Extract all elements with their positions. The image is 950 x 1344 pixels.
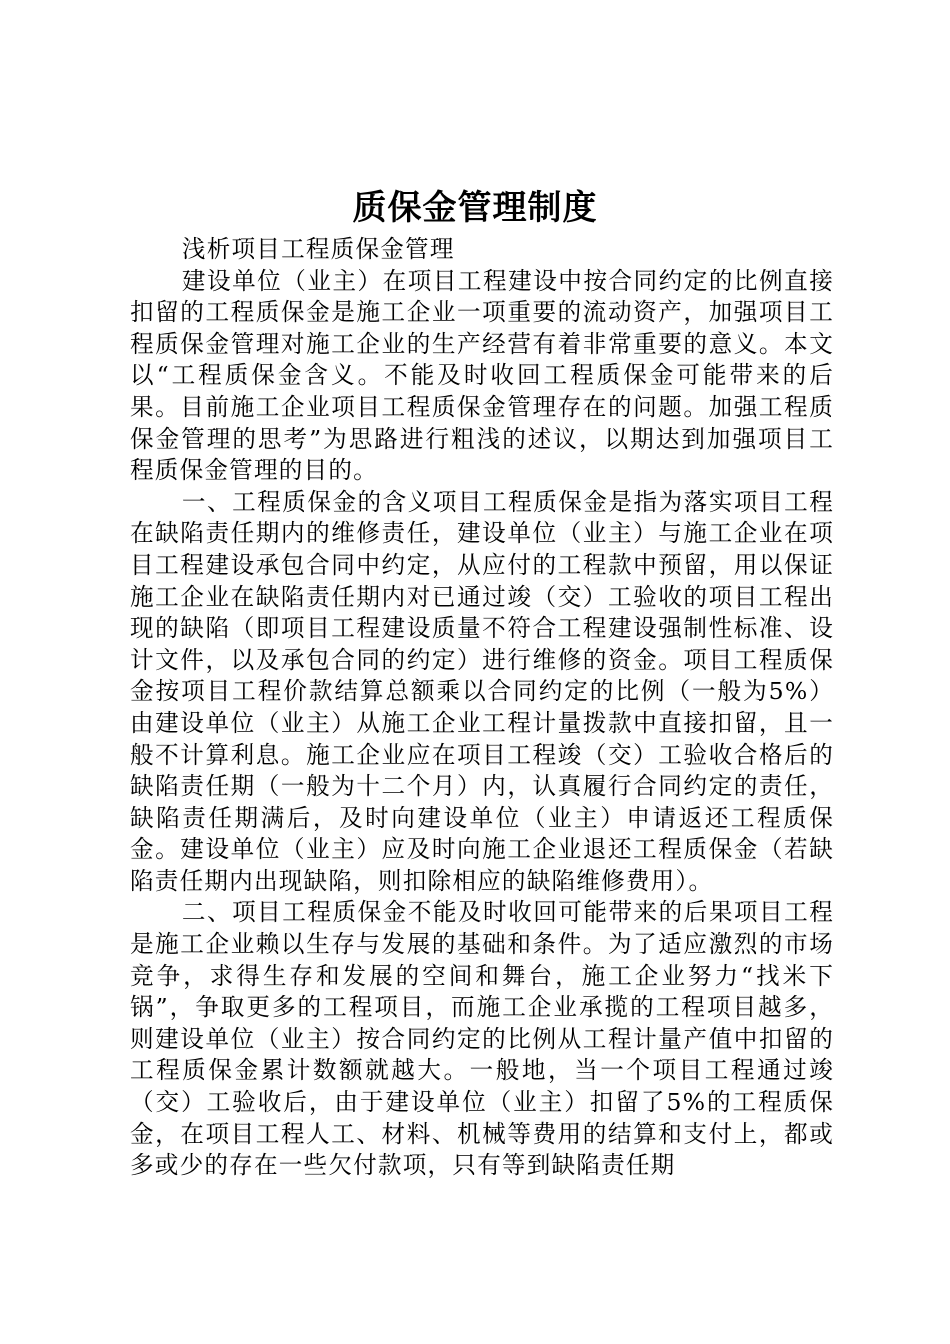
paragraph-subtitle: 浅析项目工程质保金管理 [181,235,455,263]
document-title: 质保金管理制度 [352,188,598,228]
paragraph-intro: 建设单位（业主）在项目工程建设中按合同约定的比例直接扣留的工程质保金是施工企业一项重要的流动资产，加强项目工程质保金管理对施工企业的生产经营有着非常重要的意义。本文以“工程质保金含义。不能及时收回工程质保金可能带来的后果。目前施工企业项目工程质保金管理存在的问题。加强工程质保金管理的思考”为思路进行粗浅的述议，以期达到加强项目工程质保金管理的目的。 [130,266,834,485]
paragraph-section-2: 二、项目工程质保金不能及时收回可能带来的后果项目工程是施工企业赖以生存与发展的基础和条件。为了适应激烈的市场竞争，求得生存和发展的空间和舞台，施工企业努力“找米下锅”，争取更多的工程项目，而施工企业承揽的工程项目越多，则建设单位（业主）按合同约定的比例从工程计量产值中扣留的工程质保金累计数额就越大。一般地，当一个项目工程通过竣（交）工验收后，由于建设单位（业主）扣留了5%的工程质保金，在项目工程人工、材料、机械等费用的结算和支付上，都或多或少的存在一些欠付款项，只有等到缺陷责任期 [130,898,834,1180]
paragraph-section-1: 一、工程质保金的含义项目工程质保金是指为落实项目工程在缺陷责任期内的维修责任，建设单位（业主）与施工企业在项目工程建设承包合同中约定，从应付的工程款中预留，用以保证施工企业在缺陷责任期内对已通过竣（交）工验收的项目工程出现的缺陷（即项目工程建设质量不符合工程建设强制性标准、设计文件，以及承包合同的约定）进行维修的资金。项目工程质保金按项目工程价款结算总额乘以合同约定的比例（一般为5%）由建设单位（业主）从施工企业工程计量拨款中直接扣留，且一般不计算利息。施工企业应在项目工程竣（交）工验收合格后的缺陷责任期（一般为十二个月）内，认真履行合同约定的责任，缺陷责任期满后，及时向建设单位（业主）申请返还工程质保金。建设单位（业主）应及时向施工企业退还工程质保金（若缺陷责任期内出现缺陷，则扣除相应的缺陷维修费用）。 [130,487,834,895]
document-body [130,234,834,1182]
